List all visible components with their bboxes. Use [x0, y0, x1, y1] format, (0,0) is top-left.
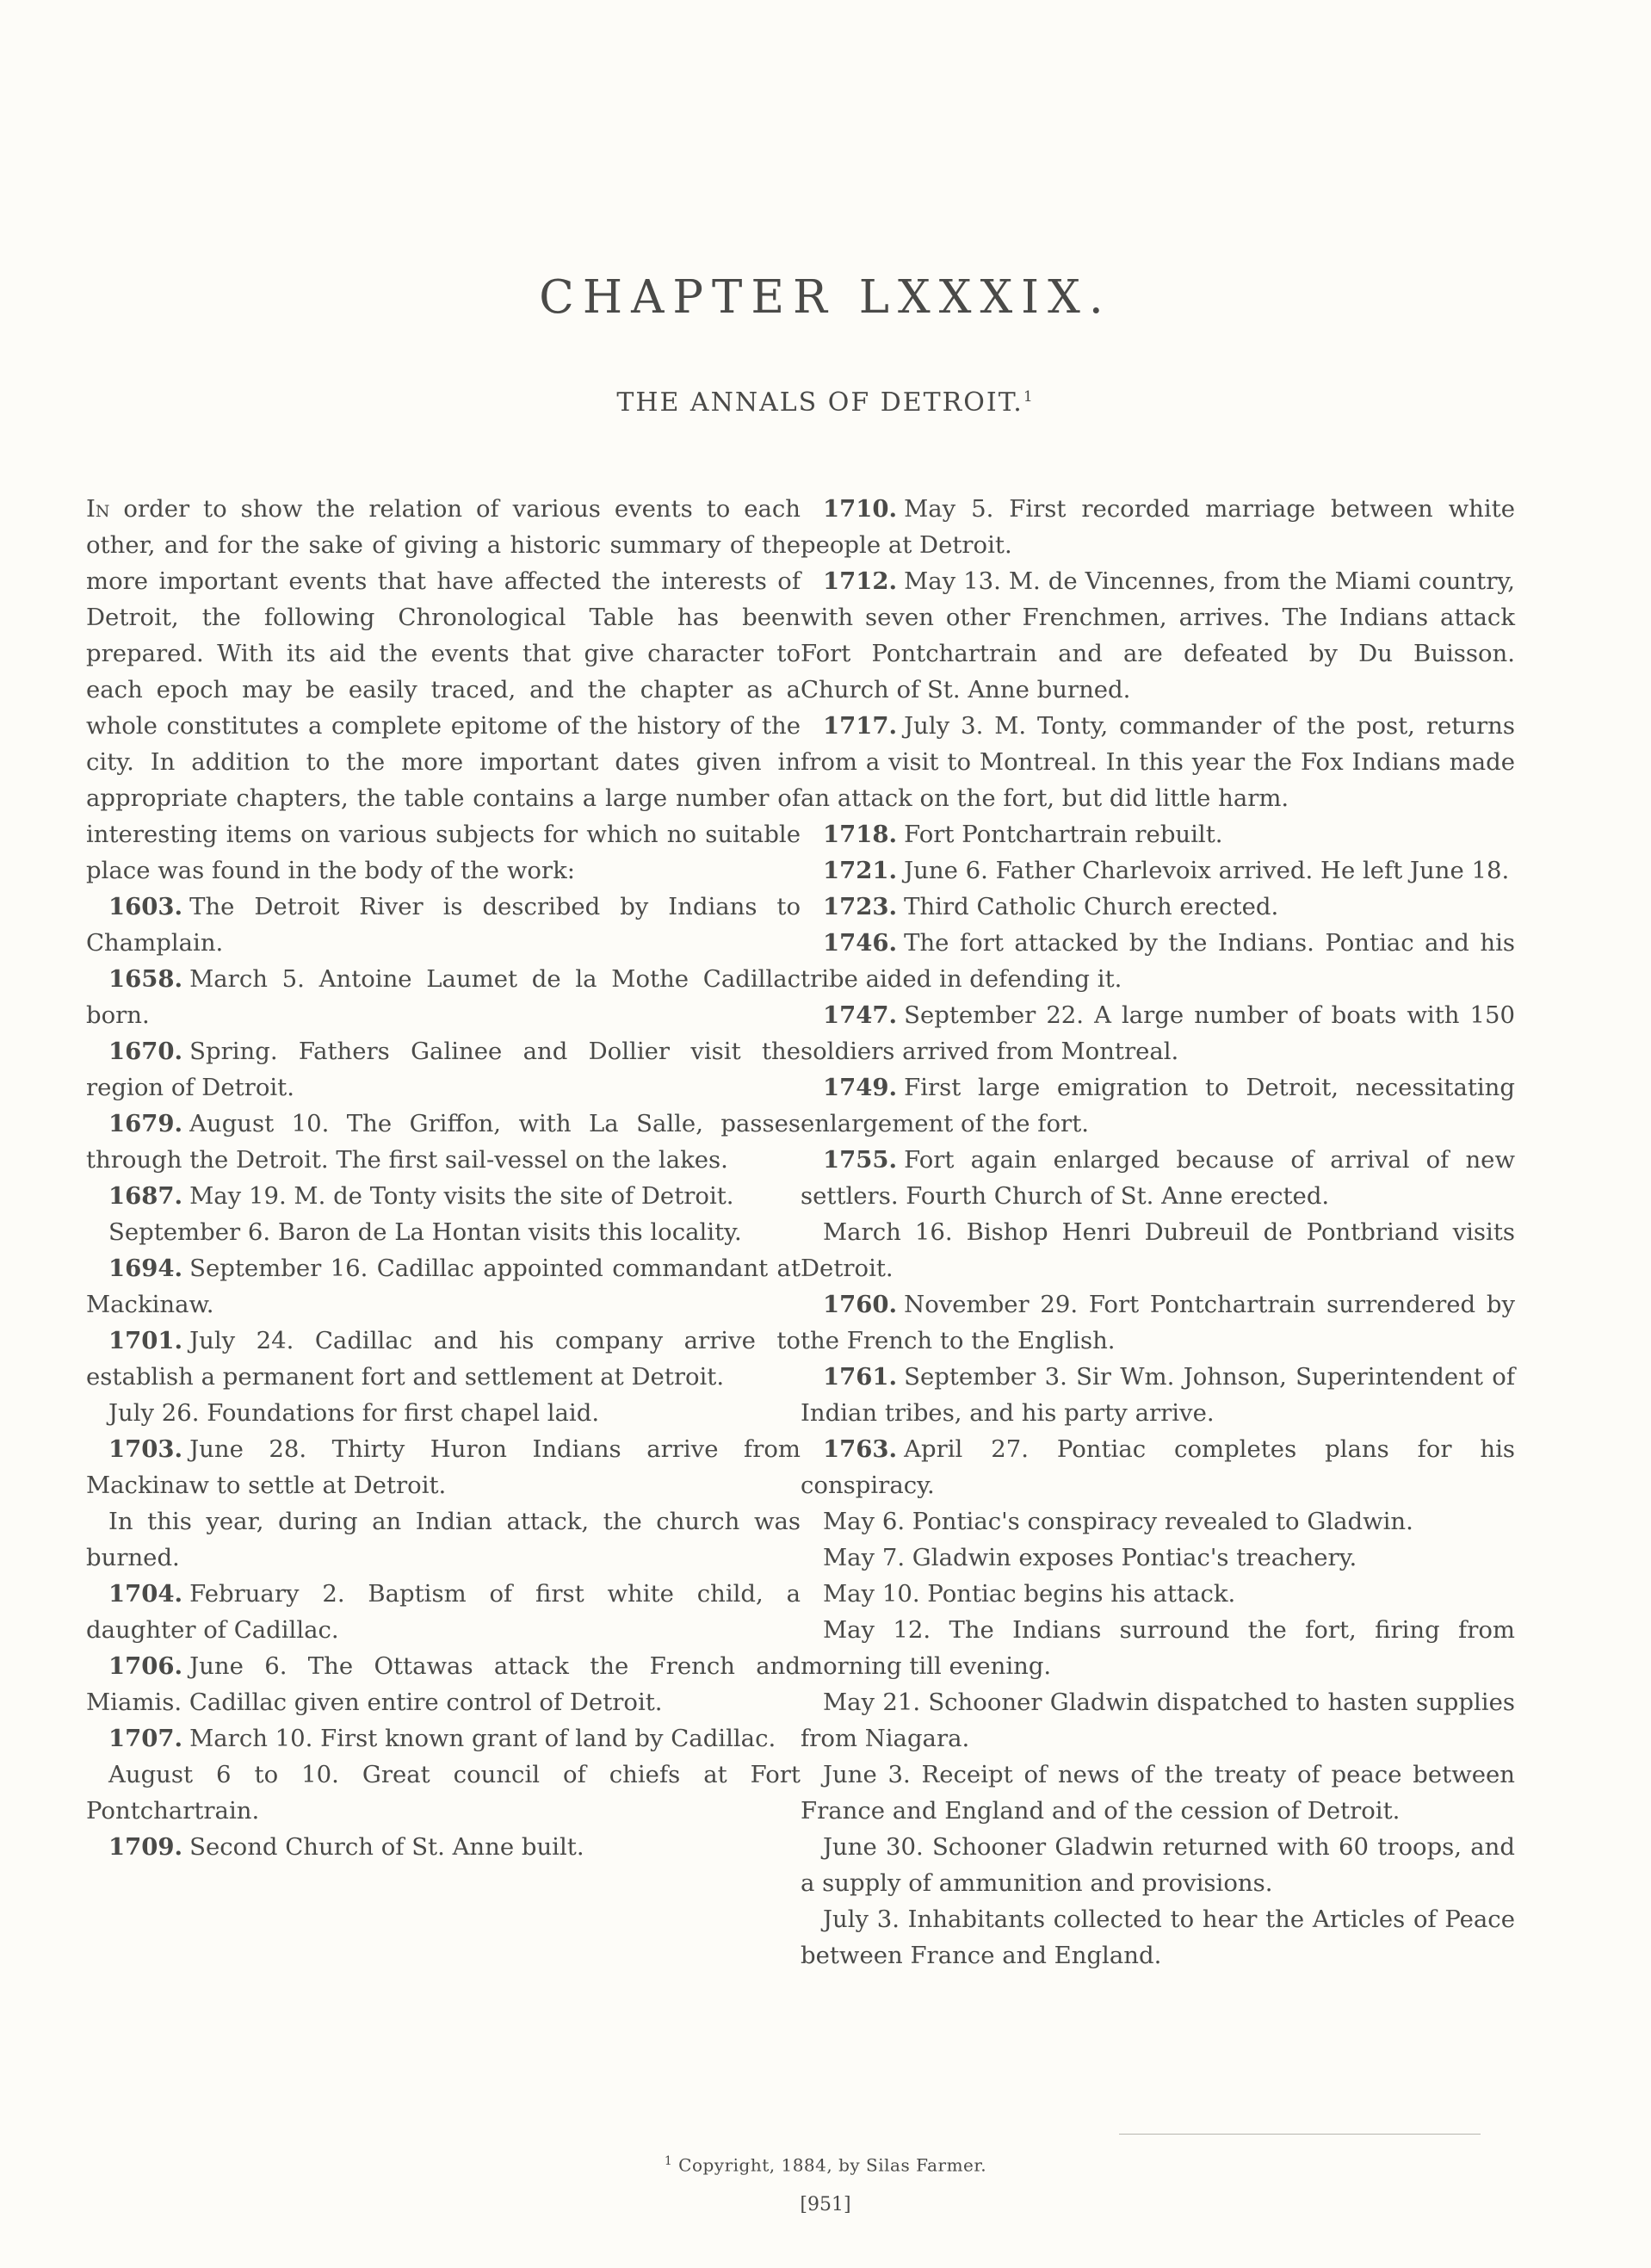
annal-entry — [801, 1829, 1515, 1901]
annal-entry — [801, 1612, 1515, 1684]
footnote-reference: 1 — [1023, 388, 1035, 406]
annal-entry — [86, 1178, 801, 1214]
annal-entry — [801, 1142, 1515, 1214]
entry-year: 1707. — [108, 1725, 183, 1752]
annal-entry — [86, 1033, 801, 1106]
annal-entry — [801, 1286, 1515, 1359]
entry-text: Second Church of St. Anne built. — [189, 1833, 584, 1861]
entry-text: July 24. Cadillac and his company arrive to establish a permanent fort and settlement at Detroit. — [86, 1327, 801, 1391]
annal-entry — [86, 1250, 801, 1323]
annal-entry — [801, 1214, 1515, 1286]
entry-text: First large emigration to Detroit, necessitating enlargement of the fort. — [801, 1074, 1515, 1137]
footnote-rule — [1119, 2134, 1481, 2135]
annal-entry — [86, 1720, 801, 1757]
entry-text: September 3. Sir Wm. Johnson, Superintendent of Indian tribes, and his party arrive. — [801, 1363, 1515, 1427]
annal-entry — [801, 563, 1515, 708]
entry-year: 1694. — [108, 1255, 183, 1282]
annal-entry — [86, 1106, 801, 1178]
entry-text: August 10. The Griffon, with La Salle, passes through the Detroit. The first sail-vessel on the lakes. — [86, 1110, 801, 1174]
entry-year: 1721. — [823, 857, 898, 884]
entry-text: Fort again enlarged because of arrival of new settlers. Fourth Church of St. Anne erected. — [801, 1146, 1515, 1210]
annal-entry — [801, 1431, 1515, 1503]
entry-year: 1710. — [823, 495, 898, 523]
left-entries — [86, 889, 801, 1865]
entry-text: May 12. The Indians surround the fort, firing from morning till evening. — [801, 1616, 1515, 1680]
annal-entry — [86, 1431, 801, 1503]
footnote — [0, 2154, 1651, 2176]
entry-text: June 6. The Ottawas attack the French and Miamis. Cadillac given entire control of Detroit. — [86, 1652, 801, 1716]
entry-text: September 22. A large number of boats with 150 soldiers arrived from Montreal. — [801, 1001, 1515, 1065]
annal-entry — [86, 1757, 801, 1829]
right-entries — [801, 491, 1515, 1974]
entry-year: 1670. — [108, 1038, 183, 1065]
annal-entry — [801, 1576, 1515, 1612]
section-title-text: THE ANNALS OF DETROIT. — [616, 387, 1023, 418]
entry-text: March 10. First known grant of land by Cadillac. — [189, 1725, 776, 1752]
entry-text: March 5. Antoine Laumet de la Mothe Cadillac born. — [86, 965, 801, 1029]
intro-paragraph — [86, 491, 801, 889]
entry-text: September 6. Baron de La Hontan visits this locality. — [108, 1218, 742, 1246]
entry-text: May 13. M. de Vincennes, from the Miami country, with seven other Frenchmen, arrives. The Indians attack Fort Pontchartrain and are defeated by Du Buisson. Church of St. Anne burned. — [801, 567, 1515, 703]
intro-text: order to show the relation of various events to each other, and for the sake of giving a historic summary of the more important events that have affected the interests of Detroit, the following Chronological Table has been prepared. With its aid the events that give character to each epoch may be easily traced, and the chapter as a whole constitutes a complete epitome of the history of the city. In addition to the more important dates given in appropriate chapters, the table contains a large number of interesting items on various subjects for which no suitable place was found in the body of the work: — [86, 495, 801, 884]
entry-text: June 3. Receipt of news of the treaty of peace between France and England and of the cession of Detroit. — [801, 1761, 1515, 1825]
left-column — [86, 491, 801, 1865]
annal-entry — [801, 1503, 1515, 1540]
section-title — [0, 387, 1651, 418]
annal-entry — [801, 1359, 1515, 1431]
entry-text: May 7. Gladwin exposes Pontiac's treachery. — [823, 1544, 1357, 1571]
entry-year: 1717. — [823, 712, 898, 740]
entry-year: 1703. — [108, 1435, 183, 1463]
annal-entry — [801, 1901, 1515, 1974]
entry-text: July 3. Inhabitants collected to hear the Articles of Peace between France and England. — [801, 1905, 1515, 1969]
entry-year: 1704. — [108, 1580, 183, 1608]
entry-year: 1718. — [823, 821, 898, 848]
entry-year: 1658. — [108, 965, 183, 993]
entry-year: 1723. — [823, 893, 898, 920]
entry-text: July 3. M. Tonty, commander of the post, returns from a visit to Montreal. In this year the Fox Indians made an attack on the fort, but did little harm. — [801, 712, 1515, 812]
annal-entry — [801, 997, 1515, 1069]
entry-year: 1706. — [108, 1652, 183, 1680]
entry-text: September 16. Cadillac appointed commandant at Mackinaw. — [86, 1255, 801, 1318]
entry-text: May 6. Pontiac's conspiracy revealed to Gladwin. — [823, 1508, 1413, 1535]
page-number: [951] — [800, 2194, 851, 2215]
annal-entry — [801, 708, 1515, 816]
chapter-title: CHAPTER LXXXIX. — [539, 271, 1112, 324]
entry-text: Third Catholic Church erected. — [904, 893, 1279, 920]
entry-text: Fort Pontchartrain rebuilt. — [904, 821, 1223, 848]
entry-text: April 27. Pontiac completes plans for his conspiracy. — [801, 1435, 1515, 1499]
annal-entry — [801, 925, 1515, 997]
annal-entry — [86, 961, 801, 1033]
entry-year: 1687. — [108, 1182, 183, 1210]
intro-lead: In — [86, 495, 110, 523]
entry-year: 1761. — [823, 1363, 898, 1391]
entry-year: 1712. — [823, 567, 898, 595]
footnote-marker: 1 — [664, 2154, 673, 2168]
footnote-text: Copyright, 1884, by Silas Farmer. — [678, 2154, 987, 2176]
annal-entry — [86, 1576, 801, 1648]
annal-entry — [801, 1540, 1515, 1576]
annal-entry — [801, 1069, 1515, 1142]
annal-entry — [86, 1395, 801, 1431]
entry-text: The fort attacked by the Indians. Pontiac and his tribe aided in defending it. — [801, 929, 1515, 993]
entry-text: May 10. Pontiac begins his attack. — [823, 1580, 1236, 1608]
entry-year: 1701. — [108, 1327, 183, 1354]
entry-text: June 30. Schooner Gladwin returned with 60 troops, and a supply of ammunition and provisions. — [801, 1833, 1515, 1897]
entry-text: August 6 to 10. Great council of chiefs at Fort Pontchartrain. — [86, 1761, 801, 1825]
annal-entry — [801, 1757, 1515, 1829]
entry-text: March 16. Bishop Henri Dubreuil de Pontbriand visits Detroit. — [801, 1218, 1515, 1282]
entry-year: 1763. — [823, 1435, 898, 1463]
entry-year: 1755. — [823, 1146, 898, 1174]
annal-entry — [86, 1829, 801, 1865]
entry-year: 1749. — [823, 1074, 898, 1101]
entry-text: Spring. Fathers Galinee and Dollier visit the region of Detroit. — [86, 1038, 801, 1101]
annal-entry — [86, 1214, 801, 1250]
entry-text: November 29. Fort Pontchartrain surrendered by the French to the English. — [801, 1291, 1515, 1354]
entry-year: 1709. — [108, 1833, 183, 1861]
annal-entry — [86, 1323, 801, 1395]
annal-entry — [801, 852, 1515, 889]
annal-entry — [801, 1684, 1515, 1757]
entry-year: 1760. — [823, 1291, 898, 1318]
entry-text: June 28. Thirty Huron Indians arrive from Mackinaw to settle at Detroit. — [86, 1435, 801, 1499]
entry-year: 1747. — [823, 1001, 898, 1029]
entry-text: In this year, during an Indian attack, the church was burned. — [86, 1508, 801, 1571]
annal-entry — [801, 889, 1515, 925]
annal-entry — [801, 816, 1515, 852]
entry-text: July 26. Foundations for first chapel laid. — [108, 1399, 600, 1427]
entry-year: 1746. — [823, 929, 898, 957]
entry-text: May 5. First recorded marriage between white people at Detroit. — [801, 495, 1515, 559]
entry-text: The Detroit River is described by Indians to Champlain. — [86, 893, 801, 957]
entry-year: 1679. — [108, 1110, 183, 1137]
entry-text: May 21. Schooner Gladwin dispatched to hasten supplies from Niagara. — [801, 1689, 1515, 1752]
annal-entry — [801, 491, 1515, 563]
annal-entry — [86, 889, 801, 961]
entry-year: 1603. — [108, 893, 183, 920]
right-column — [801, 491, 1515, 1974]
annal-entry — [86, 1648, 801, 1720]
entry-text: May 19. M. de Tonty visits the site of Detroit. — [189, 1182, 734, 1210]
annal-entry — [86, 1503, 801, 1576]
entry-text: February 2. Baptism of first white child, a daughter of Cadillac. — [86, 1580, 801, 1644]
entry-text: June 6. Father Charlevoix arrived. He left June 18. — [904, 857, 1510, 884]
